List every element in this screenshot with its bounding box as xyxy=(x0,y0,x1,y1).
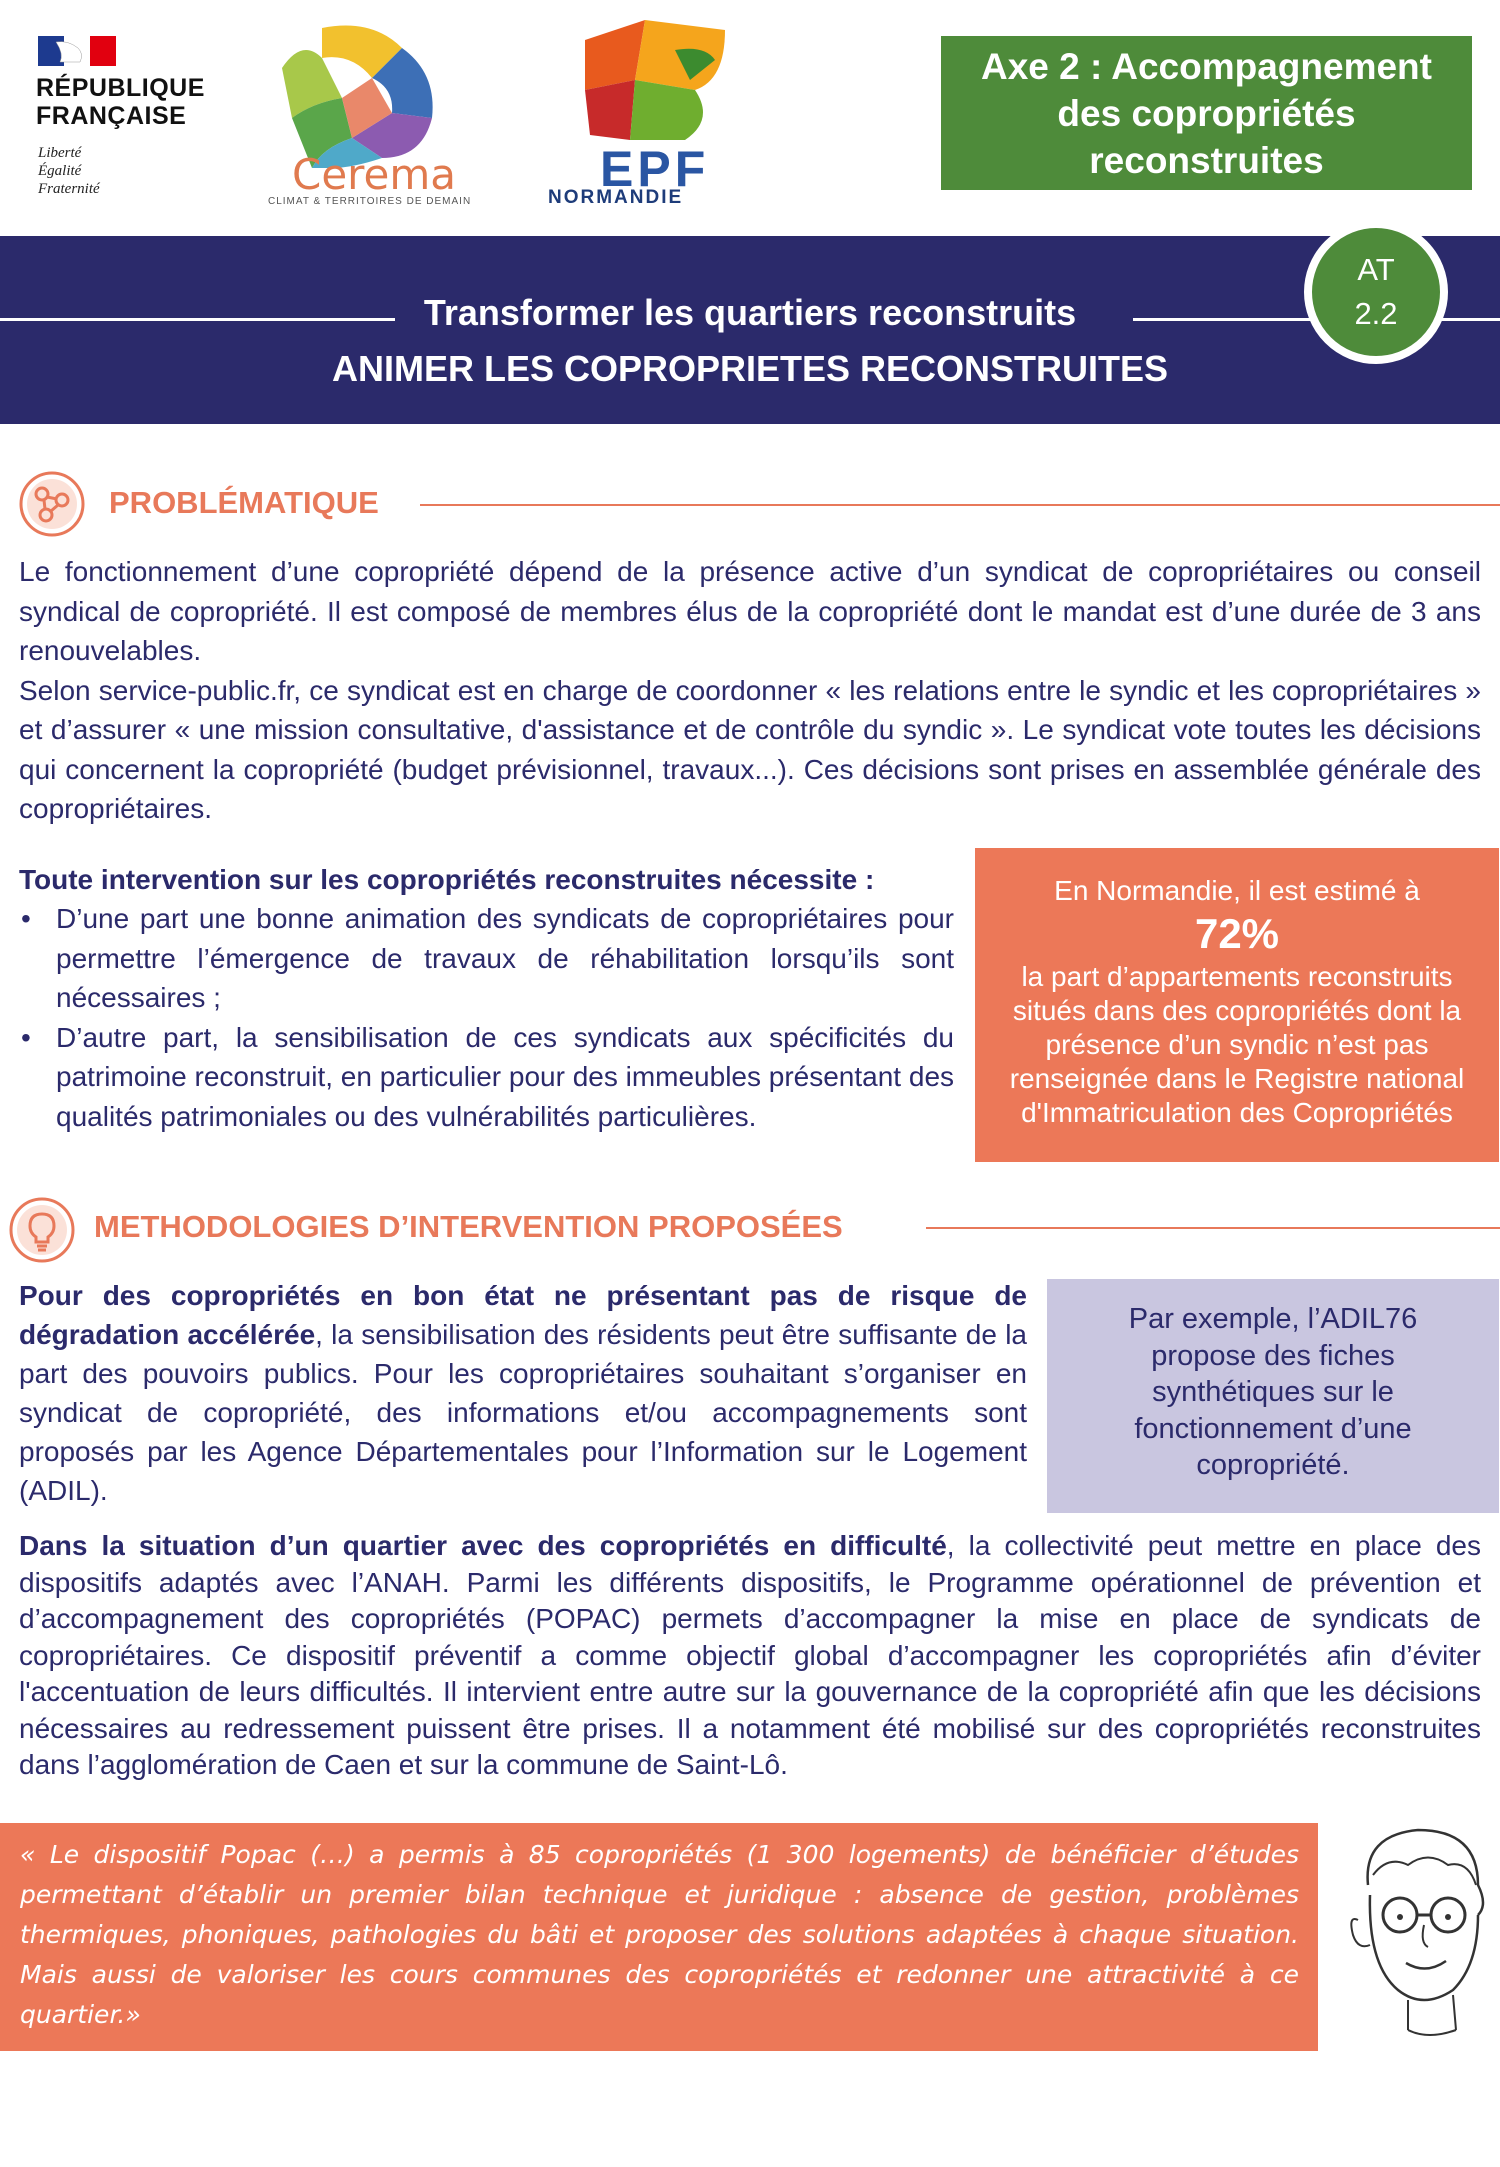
emphasis-text: Dans la situation d’un quartier avec des copropriétés en difficulté xyxy=(19,1530,947,1561)
methodologies-paragraph-2: Dans la situation d’un quartier avec des copropriétés en difficulté, la collectivité peut mettre en place des dispositifs adaptés avec l’ANAH. Parmi les différents dispositifs, le Programme opérationnel de prévention et d’accompagnement des copropriétés (POPAC) permets d’accompagner la mise en place de syndicats de copropriétaires. Ce dispositif préventif a comme objectif global d’accompagner les copropriétés afin d’éviter l'accentuation de leurs difficultés. Il intervient entre autre sur la gouvernance de la copropriété afin que les décisions nécessaires au redressement puissent être prises. Il a notamment été mobilisé sur des copropriétés reconstruites dans l’agglomération de Caen et sur la commune de Saint-Lô. xyxy=(19,1530,1481,1780)
intervention-block xyxy=(19,860,954,1136)
quote-author: Nicolas Joyau, adjoint au maire de Caen, dans Ouest France en février 2022 xyxy=(20,2053,968,2082)
list-item: • D’autre part, la sensibilisation de ces syndicats aux spécificités du patrimoine reconstruit, en particulier pour des immeubles présentant des qualités patrimoniales ou des vulnérabilités particulières. xyxy=(19,1018,954,1137)
epf-normandie-label: NORMANDIE xyxy=(548,187,684,208)
cerema-wordmark: Cerema xyxy=(292,150,457,199)
section-heading-problematique: PROBLÉMATIQUE xyxy=(109,485,379,520)
section-divider xyxy=(926,1227,1500,1229)
stat-value: 72% xyxy=(1194,910,1280,957)
network-nodes-icon xyxy=(18,470,86,538)
list-item: • D’une part une bonne animation des syndicats de copropriétaires pour permettre l’émergence de travaux de réhabilitation lorsqu’ils sont nécessaires ; xyxy=(19,899,954,1018)
republique-francaise-wordmark: RÉPUBLIQUE FRANÇAISE xyxy=(36,74,205,130)
intervention-list xyxy=(19,899,954,1136)
axe-label-box: Axe 2 : Accompagnement des copropriétés reconstruites xyxy=(941,36,1472,190)
page-title: ANIMER LES COPROPRIETES RECONSTRUITES xyxy=(331,348,1169,389)
problematique-paragraph: Le fonctionnement d’une copropriété dépend de la présence active d’un syndicat de copropriétaires ou conseil syndical de copropriété. Il est composé de membres élus de la copropriété dont le mandat est d’une durée de 3 ans renouvelables. xyxy=(19,556,1481,666)
portrait-sketch-icon xyxy=(1328,1815,1500,2047)
quote-text: « Le dispositif Popac (…) a permis à 85 copropriétés (1 300 logements) de bénéficier d’études permettant d’établir un premier bilan technique et juridique : absence de gestion, problèmes thermiques, phoniques, pathologies du bâti et proposer des solutions adaptées à chaque situation. Mais aussi de valoriser les cours communes des copropriétés et redonner une attractivité à ce quartier.» xyxy=(20,1840,1299,2029)
epf-wordmark: EPF xyxy=(600,141,710,197)
section-divider xyxy=(420,504,1500,506)
methodologies-paragraph-1: Pour des copropriétés en bon état ne présentant pas de risque de dégradation accélérée, la sensibilisation des résidents peut être suffisante de la part des pouvoirs publics. Pour les copropriétaires souhaitant s’organiser en syndicat de copropriété, des informations et/ou accompagnements sont proposés par les Agence Départementales pour l’Information sur le Logement (ADIL). xyxy=(19,1280,1027,1506)
stat-text: la part d’appartements reconstruits situés dans des copropriétés dont la présence d’un syndic n’est pas renseignée dans le Registre national d'Immatriculation des Copropriétés xyxy=(1009,961,1465,1128)
at-badge: AT 2.2 xyxy=(1304,220,1448,364)
stat-intro: En Normandie, il est estimé à xyxy=(1054,875,1420,906)
republique-motto: Liberté Égalité Fraternité xyxy=(38,145,100,197)
cerema-tagline: CLIMAT & TERRITOIRES DE DEMAIN xyxy=(268,196,472,207)
problematique-paragraph: Selon service-public.fr, ce syndicat est en charge de coordonner « les relations entre le syndic et les copropriétaires » et d’assurer « une mission consultative, d'assistance et de contrôle du syndic ». Le syndicat vote toutes les décisions qui concernent la copropriété (budget prévisionnel, travaux...). Ces décisions sont prises en assemblée générale des copropriétaires. xyxy=(19,674,1481,824)
marianne-flag-icon xyxy=(38,36,116,66)
banner-subtitle: Transformer les quartiers reconstruits xyxy=(423,292,1077,333)
stat-callout xyxy=(975,848,1499,1162)
emphasis-text: Pour des copropriétés en bon état ne présentant pas de risque de dégradation accélérée xyxy=(19,1280,1027,1350)
testimonial-quote xyxy=(0,1823,1318,2082)
section-heading-methodologies: METHODOLOGIES D’INTERVENTION PROPOSÉES xyxy=(94,1209,843,1244)
example-callout: Par exemple, l’ADIL76 propose des fiches synthétiques sur le fonctionnement d’une copropriété. xyxy=(1047,1279,1499,1513)
problematique-body xyxy=(19,552,1481,829)
lightbulb-icon xyxy=(8,1196,76,1264)
intervention-lead: Toute intervention sur les copropriétés reconstruites nécessite : xyxy=(19,864,875,895)
